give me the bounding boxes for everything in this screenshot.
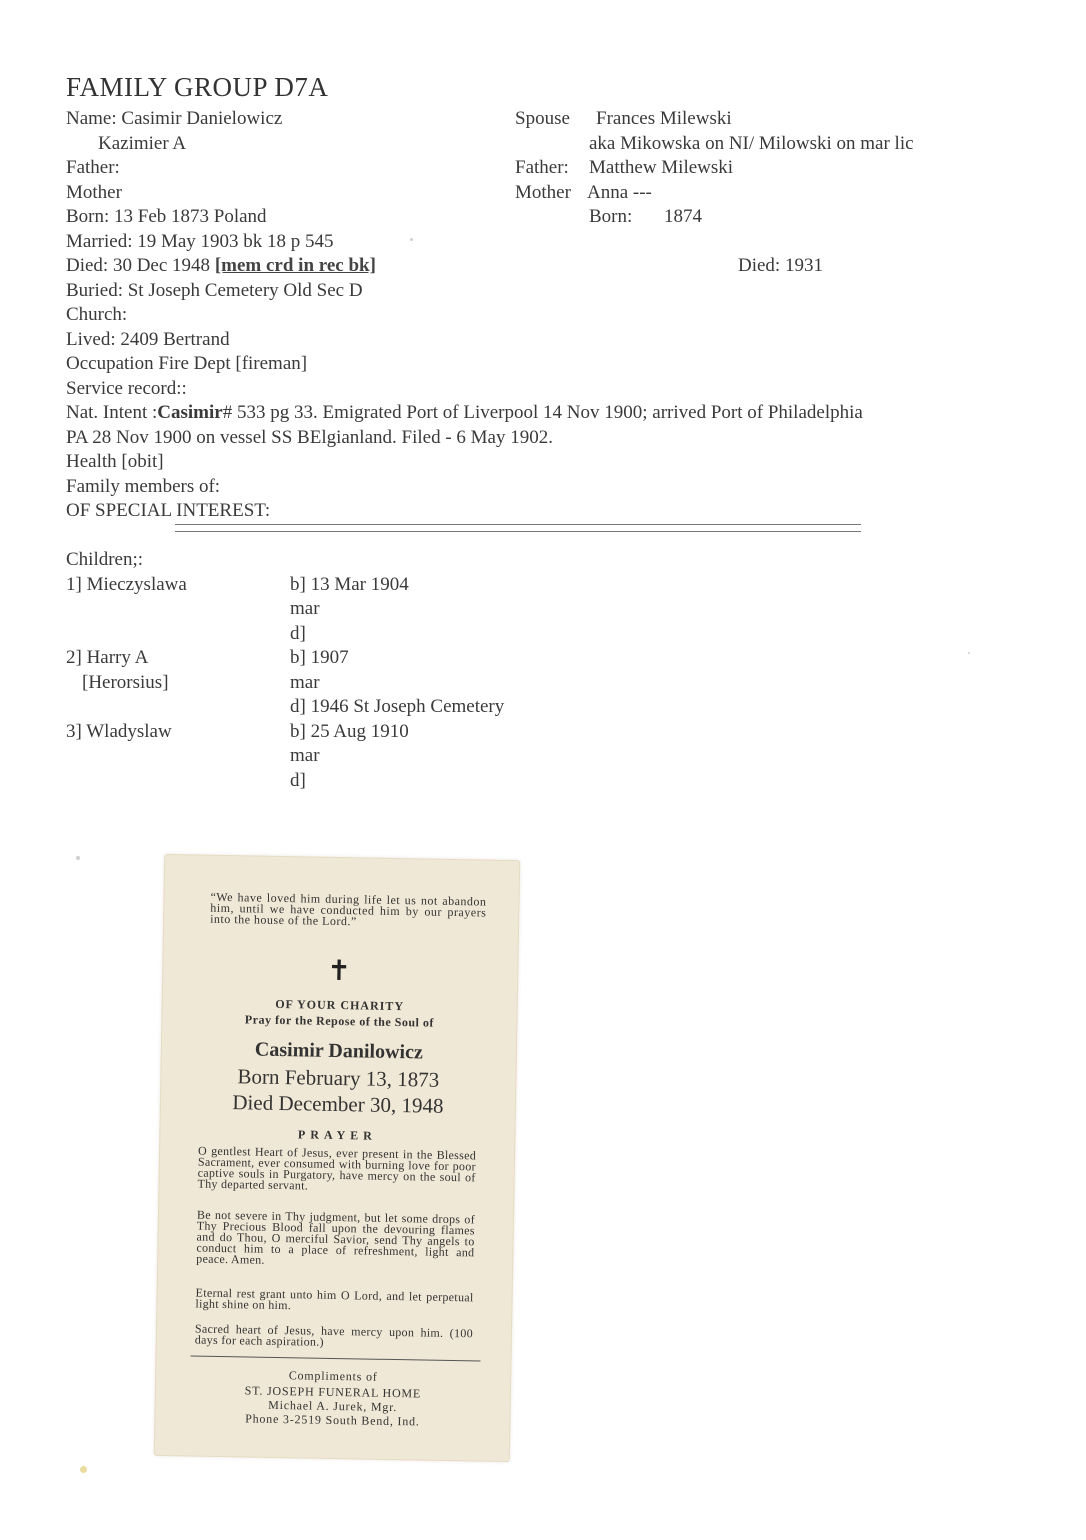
card-prayer-p3: Eternal rest grant unto him O Lord, and let perpetual light shine on him.: [195, 1285, 474, 1313]
born-line: Born: 13 Feb 1873 Poland: [66, 206, 267, 227]
cross-icon: ✝: [326, 955, 351, 988]
section-divider: [175, 524, 861, 532]
memorial-card: [155, 855, 519, 1461]
alias-line: Kazimier A: [98, 133, 187, 154]
child-3-mar: mar: [290, 745, 320, 766]
died-text: Died: 30 Dec 1948: [66, 255, 215, 276]
children-label: Children;:: [66, 549, 144, 570]
naturalization-line: [66, 401, 863, 425]
memorial-card-link[interactable]: [mem crd in rec bk]: [214, 255, 376, 276]
card-prayer-p4: Sacred heart of Jesus, have mercy upon him. (100 days for each aspiration.): [194, 1321, 474, 1349]
spouse-born-label: Born:: [589, 206, 633, 227]
card-prayer-p1: O gentlest Heart of Jesus, ever present in the Blessed Sacrament, ever consumed with burning love for poor captive souls in Purgatory, have mercy on the soul of Thy departed servant.: [197, 1143, 477, 1193]
child-3-born: b] 25 Aug 1910: [290, 721, 409, 742]
child-2-died: d] 1946 St Joseph Cemetery: [290, 696, 505, 717]
card-died: Died December 30, 1948: [232, 1090, 444, 1118]
health-line: Health [obit]: [66, 451, 164, 472]
married-line: Married: 19 May 1903 bk 18 p 545: [66, 231, 334, 252]
church-line: Church:: [66, 304, 128, 325]
spouse-label: Spouse: [515, 108, 570, 129]
child-1-name: 1] Mieczyslawa: [66, 574, 187, 595]
scan-speck: [76, 856, 80, 860]
scan-speck: [410, 238, 413, 241]
card-manager: Michael A. Jurek, Mgr.: [268, 1397, 398, 1415]
spouse-died: Died: 1931: [738, 255, 823, 276]
child-3-died: d]: [290, 770, 306, 791]
card-divider: [191, 1355, 481, 1361]
page-title: FAMILY GROUP D7A: [66, 72, 329, 102]
card-pray: Pray for the Repose of the Soul of: [244, 1012, 435, 1030]
card-charity: OF YOUR CHARITY: [275, 996, 405, 1014]
mother-line: Mother: [66, 182, 122, 203]
card-phone-city: Phone 3-2519 South Bend, Ind.: [245, 1411, 420, 1429]
card-funeral-home: ST. JOSEPH FUNERAL HOME: [244, 1383, 422, 1401]
family-members-line: Family members of:: [66, 476, 221, 497]
spouse-aka: aka Mikowska on NI/ Milowski on mar lic: [589, 133, 914, 154]
card-compliments: Compliments of: [288, 1368, 378, 1384]
occupation-line: Occupation Fire Dept [fireman]: [66, 353, 308, 374]
buried-line: Buried: St Joseph Cemetery Old Sec D: [66, 280, 363, 301]
scan-speck: [80, 1466, 87, 1473]
lived-line: Lived: 2409 Bertrand: [66, 329, 230, 350]
child-3-name: 3] Wladyslaw: [66, 721, 172, 742]
child-1-died: d]: [290, 623, 306, 644]
child-2-mar: mar: [290, 672, 320, 693]
card-deceased-name: Casimir Danilowicz: [254, 1038, 424, 1064]
spouse-father-label: Father:: [515, 157, 569, 178]
child-1-mar: mar: [290, 598, 320, 619]
spouse-name: Frances Milewski: [596, 108, 732, 129]
nat-bold-name: Casimir: [157, 402, 223, 423]
scan-speck: [968, 652, 970, 654]
child-1-born: b] 13 Mar 1904: [290, 574, 409, 595]
special-interest-line: OF SPECIAL INTEREST:: [66, 500, 271, 521]
card-prayer-title: PRAYER: [297, 1127, 377, 1143]
spouse-born-year: 1874: [664, 206, 702, 227]
spouse-mother-label: Mother: [515, 182, 571, 203]
father-line: Father:: [66, 157, 120, 178]
naturalization-line-2: PA 28 Nov 1900 on vessel SS BElgianland. Filed - 6 May 1902.: [66, 427, 553, 448]
nat-rest: # 533 pg 33. Emigrated Port of Liverpool 14 Nov 1900; arrived Port of Philadelphia: [222, 402, 863, 423]
card-prayer-p2: Be not severe in Thy judgment, but let some drops of Thy Precious Blood fall upon the devouring flames and do Thou, O merciful Savior, send Thy angels to conduct him to a place of refreshment, light and peace. Amen.: [196, 1207, 476, 1267]
service-line: Service record::: [66, 378, 187, 399]
died-line: [66, 254, 376, 278]
spouse-mother-name: Anna ---: [587, 182, 652, 203]
spouse-father-name: Matthew Milewski: [589, 157, 734, 178]
card-quote: “We have loved him during life let us not abandon him, until we have conducted him by our prayers into the house of the Lord.”: [210, 889, 487, 929]
child-2-name: 2] Harry A: [66, 647, 149, 668]
name-line: Name: Casimir Danielowicz: [66, 108, 283, 129]
card-born: Born February 13, 1873: [237, 1064, 440, 1092]
child-2-born: b] 1907: [290, 647, 349, 668]
nat-prefix: Nat. Intent :: [66, 402, 158, 423]
child-2-alias: [Herorsius]: [82, 672, 169, 693]
